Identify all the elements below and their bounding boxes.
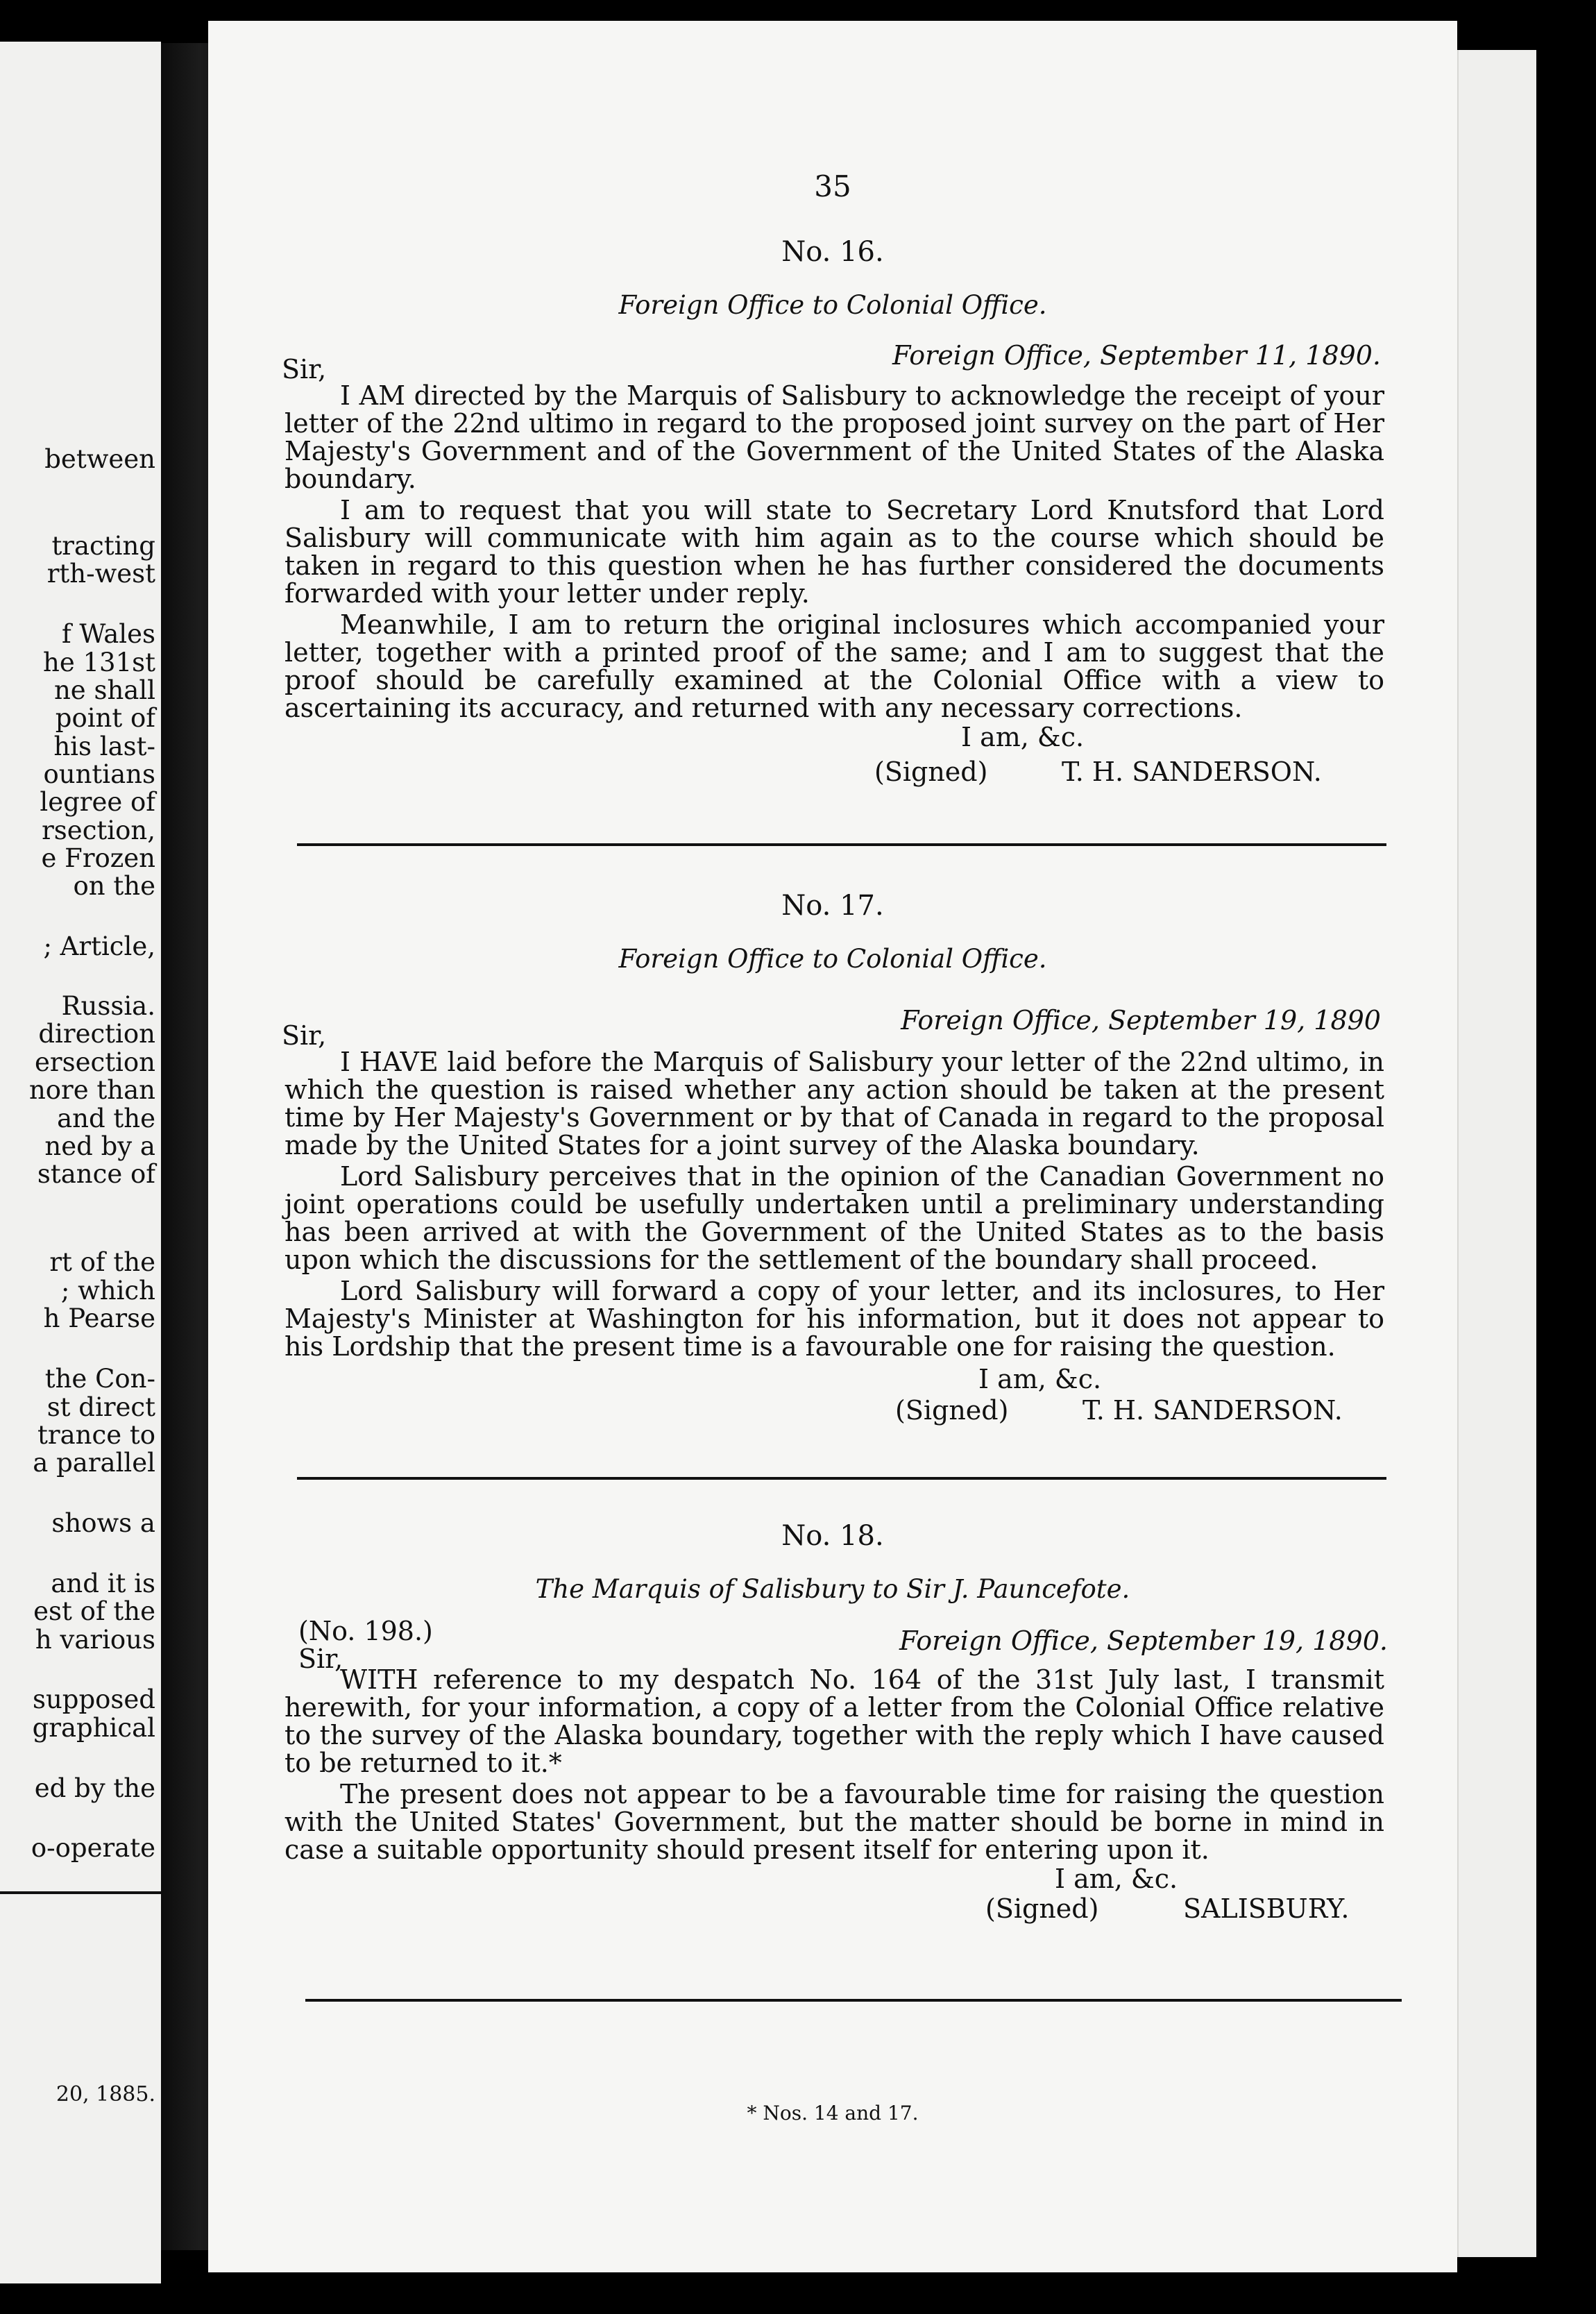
facing-page-fragment (0, 42, 161, 2283)
fragment-line: Russia. (61, 991, 155, 1021)
fragment-line: trance to (37, 1420, 155, 1450)
fragment-line: ; which (60, 1276, 155, 1306)
page-number: 35 (814, 169, 851, 203)
fragment-line: the Con- (44, 1364, 155, 1394)
letter-heading: Foreign Office to Colonial Office. (618, 290, 1047, 320)
salutation: Sir, (282, 1020, 327, 1051)
paragraph: The present does not appear to be a favourable time for raising the question with the United States' Government, but the matter should be borne in mind in case a suitable opportunity should present itself for entering upon it. (285, 1779, 1384, 1865)
paragraph: Meanwhile, I am to return the original inclosures which accompanied your letter, together with a printed proof of the same; and I am to suggest that the proof should be carefully examined at the Colonial Office with a view to ascertaining its accuracy, and returned with any necessary corrections. (285, 609, 1384, 723)
document-page (208, 21, 1457, 2272)
section-rule (297, 1477, 1386, 1480)
signature: T. H. SANDERSON. (1062, 757, 1322, 787)
fragment-line: legree of (40, 787, 155, 817)
fragment-line: ned by a (44, 1131, 155, 1161)
fragment-line: supposed (32, 1684, 155, 1714)
letter-heading: Foreign Office to Colonial Office. (618, 944, 1047, 974)
paragraph: I HAVE laid before the Marquis of Salisbury your letter of the 22nd ultimo, in which the question is raised whether any action should be taken at the present time by Her Majesty's Government or by that of Canada in regard to the proposal made by the United States for a joint survey of the Alaska boundary. (285, 1047, 1384, 1160)
fragment-line: ne shall (53, 675, 155, 705)
letter-number: No. 18. (781, 1520, 884, 1552)
fragment-line: 20, 1885. (56, 2082, 155, 2106)
letter-no16-header (208, 236, 1457, 320)
closing: I am, &c. (961, 722, 1085, 752)
salutation: Sir, (282, 354, 327, 385)
fragment-line: tracting (51, 531, 155, 561)
fragment-line: ; Article, (43, 931, 155, 961)
signed-label: (Signed) (874, 757, 988, 787)
signed-label: (Signed) (895, 1395, 1009, 1426)
closing: I am, &c. (1055, 1864, 1178, 1894)
fragment-line: and it is (51, 1569, 155, 1598)
letter-heading: The Marquis of Salisbury to Sir J. Pauncefote. (535, 1574, 1130, 1604)
fragment-rule (0, 1891, 161, 1894)
next-page-edge (1457, 50, 1536, 2257)
fragment-line: between (44, 444, 155, 474)
fragment-line: rth-west (46, 559, 155, 589)
letter-no18-header (208, 1520, 1457, 1604)
fragment-line: o-operate (31, 1833, 155, 1863)
fragment-line: st direct (46, 1392, 155, 1422)
fragment-line: nore than (28, 1075, 155, 1105)
signature: SALISBURY. (1183, 1893, 1350, 1924)
paragraph: I AM directed by the Marquis of Salisbury to acknowledge the receipt of your letter of the 22nd ultimo in regard to the proposed joint survey on the part of Her Majesty's Government and of the Government of the United States of the Alaska boundary. (285, 380, 1384, 494)
closing: I am, &c. (978, 1364, 1102, 1394)
footnote: * Nos. 14 and 17. (747, 2102, 919, 2125)
salutation: Sir, (298, 1644, 343, 1674)
fragment-line: point of (55, 703, 155, 733)
signature: T. H. SANDERSON. (1083, 1395, 1343, 1426)
fragment-line: ersection (35, 1047, 155, 1077)
fragment-line: rt of the (49, 1247, 155, 1277)
fragment-line: on the (73, 871, 155, 901)
fragment-line: ountians (43, 759, 155, 789)
fragment-line: rsection, (42, 816, 155, 845)
fragment-line: h various (35, 1625, 155, 1655)
letter-number: No. 16. (781, 236, 884, 268)
paragraph: I am to request that you will state to Secretary Lord Knutsford that Lord Salisbury will communicate with him again as to the course which should be taken in regard to this question when he has further considered the documents forwarded with your letter under reply. (285, 495, 1384, 609)
fragment-line: direction (38, 1019, 155, 1049)
fragment-line: he 131st (43, 648, 155, 677)
fragment-line: shows a (51, 1508, 155, 1538)
dateline: Foreign Office, September 19, 1890 (901, 1005, 1381, 1036)
signed-label: (Signed) (985, 1893, 1099, 1924)
dateline: Foreign Office, September 11, 1890. (892, 340, 1381, 371)
fragment-line: ed by the (34, 1773, 155, 1803)
fragment-line: graphical (32, 1713, 155, 1743)
dateline: Foreign Office, September 19, 1890. (899, 1625, 1388, 1656)
reference-number: (No. 198.) (298, 1616, 433, 1646)
fragment-line: his last- (53, 732, 155, 761)
paragraph: Lord Salisbury will forward a copy of your letter, and its inclosures, to Her Majesty's Minister at Washington for his information, but it does not appear to his Lordship that the present time is a favourable one for raising the question. (285, 1276, 1384, 1362)
paragraph: WITH reference to my despatch No. 164 of the 31st July last, I transmit herewith, for your information, a copy of a letter from the Colonial Office relative to the survey of the Alaska boundary, together with the reply which I have caused to be returned to it.* (285, 1664, 1384, 1778)
letter-number: No. 17. (781, 890, 884, 922)
letter-no17-header (208, 890, 1457, 974)
fragment-line: f Wales (61, 619, 155, 649)
fragment-line: a parallel (33, 1448, 155, 1478)
section-rule (305, 1999, 1402, 2002)
fragment-line: stance of (37, 1159, 155, 1189)
section-rule (297, 843, 1386, 846)
fragment-line: and the (57, 1104, 155, 1133)
fragment-line: h Pearse (43, 1303, 155, 1333)
fragment-line: e Frozen (41, 843, 155, 873)
paragraph: Lord Salisbury perceives that in the opinion of the Canadian Government no joint operations could be usefully undertaken until a preliminary understanding has been arrived at with the Government of the United States as to the basis upon which the discussions for the settlement of the boundary shall proceed. (285, 1161, 1384, 1275)
fragment-line: est of the (33, 1596, 155, 1626)
